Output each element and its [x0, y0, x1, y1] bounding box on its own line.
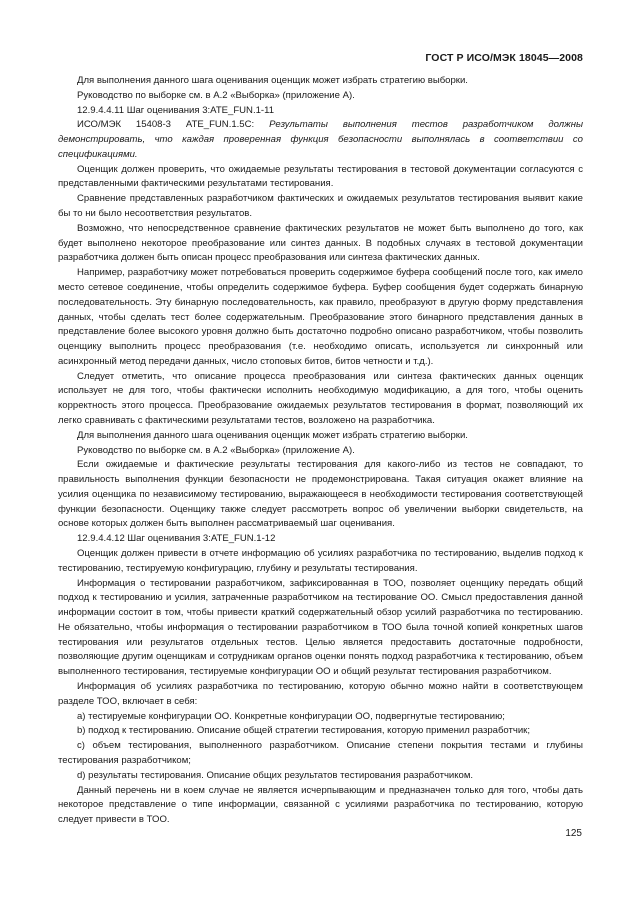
paragraph: Информация об усилиях разработчика по тестированию, которую обычно можно найти в соответствующем разделе ТОО, включает в себя:	[58, 681, 583, 707]
list-item: b) подход к тестированию. Описание общей стратегии тестирования, которую применил разработчик;	[77, 725, 531, 737]
paragraph: Сравнение представленных разработчиком фактических и ожидаемых результатов тестирования выявит какие бы то ни было несоответствия результатов.	[58, 193, 583, 220]
paragraph: Оценщик должен проверить, что ожидаемые результаты тестирования в тестовой документации согласуются с представленными фактическими результатами тестирования.	[58, 163, 583, 190]
requirement-text: Результаты выполнения тестов разработчиком должны демонстрировать, что каждая проверенная функция безопасности выполнялась в соответствии со спецификациями.	[58, 119, 583, 160]
paragraph: Например, разработчику может потребоваться проверить содержимое буфера сообщений после того, как имело место сетевое соединение, чтобы определить содержимое буфера. Буфер сообщения будет содержать бинарную последовательность. Эту бинарную последовательность, как правило, преобразуют в другую форму представления данных, чтобы сделать тест более содержательным. Преобразование этого бинарного представления данных в представление более высокого уровня должно быть достаточно подробно описано разработчиком, чтобы позволить оценщику выполнить процесс преобразования (т.е. необходимо описать, используется ли синхронный или асинхронный метод передачи данных, число стоповых битов, битов четности и т.д.).	[58, 267, 583, 367]
requirement-reference: ИСО/МЭК 15408-3 ATE_FUN.1.5C:	[77, 119, 255, 131]
paragraph: Руководство по выборке см. в А.2 «Выборка» (приложение А).	[77, 444, 355, 456]
section-heading: 12.9.4.4.11 Шаг оценивания 3:ATE_FUN.1-11	[77, 104, 275, 116]
list-item: a) тестируемые конфигурации ОО. Конкретные конфигурации ОО, подвергнутые тестированию;	[77, 710, 505, 722]
requirement-paragraph	[58, 118, 583, 162]
paragraph: Руководство по выборке см. в А.2 «Выборка» (приложение А).	[77, 89, 355, 101]
paragraph: Для выполнения данного шага оценивания оценщик может избрать стратегию выборки.	[77, 429, 468, 441]
list-item: c) объем тестирования, выполненного разработчиком. Описание степени покрытия тестами и глубины тестирования разработчиком;	[58, 740, 583, 766]
paragraph: Если ожидаемые и фактические результаты тестирования для какого-либо из тестов не совпадают, то правильность выполнения функции безопасности не продемонстрирована. Такая ситуация окажет влияние на усилия оценщика по независимому тестированию, выражающееся в необходимости тестирования соответствующей функции безопасности. Оценщику также следует рассмотреть вопрос об увеличении выборки свидетельств, на основе которых должен быть выполнен рассматриваемый шаг оценивания.	[58, 459, 583, 530]
paragraph: Для выполнения данного шага оценивания оценщик может избрать стратегию выборки.	[77, 75, 468, 86]
paragraph: Следует отметить, что описание процесса преобразования или синтеза фактических данных оценщик использует не для того, чтобы фактически исполнить необходимую модификацию, а для того, чтобы оценить корректность этого процесса. Преобразование ожидаемых результатов тестирования в формат, позволяющий их легко сравнивать с фактическими результатами тестов, возложено на разработчика.	[58, 370, 583, 426]
paragraph: Возможно, что непосредственное сравнение фактических результатов не может быть выполнено до того, как будет выполнено некоторое преобразование или синтез данных. В подобных случаях в тестовой документации разработчика должен быть описан процесс преобразования или синтеза фактических данных.	[58, 222, 583, 264]
list-item: d) результаты тестирования. Описание общих результатов тестирования разработчиком.	[77, 769, 474, 781]
section-heading: 12.9.4.4.12 Шаг оценивания 3:ATE_FUN.1-12	[77, 533, 276, 545]
page-body	[58, 74, 583, 828]
paragraph: Данный перечень ни в коем случае не является исчерпывающим и предназначен только для того, чтобы дать некоторое представление о типе информации, связанной с усилиями разработчика по тестированию, которую следует привести в ТОО.	[58, 784, 583, 826]
paragraph: Информация о тестировании разработчиком, зафиксированная в ТОО, позволяет оценщику передать общий подход к тестированию и усилия, затраченные разработчиком на тестирование ОО. Смысл предоставления данной информации состоит в том, чтобы привести краткий содержательный обзор усилий разработчика по тестированию. Не обязательно, чтобы информация о тестировании разработчиком в ТОО была точной копией конкретных шагов тестирования или результатов отдельных тестов. Целью является предоставить достаточные подробности, позволяющие другим оценщикам и сотрудникам органов оценки понять подход разработчика к тестированию, объем выполненного тестирования, тестируемые конфигурации ОО и общий результат тестирования разработчиком.	[58, 577, 583, 678]
standard-header: ГОСТ Р ИСО/МЭК 18045—2008	[425, 52, 583, 64]
paragraph: Оценщик должен привести в отчете информацию об усилиях разработчика по тестированию, выделив подход к тестированию, тестируемую конфигурацию, глубину и результаты тестирования.	[58, 548, 583, 574]
page-number: 125	[565, 828, 582, 839]
